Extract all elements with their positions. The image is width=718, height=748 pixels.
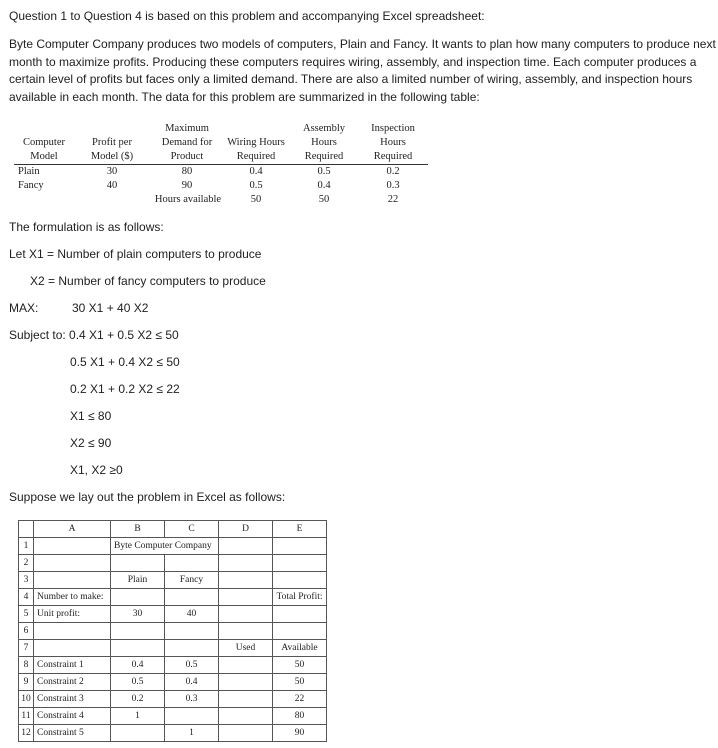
cell-a6 [34,623,111,640]
row-number: 10 [19,691,34,708]
let-x1: Let X1 = Number of plain computers to produce [9,247,262,261]
excel-intro: Suppose we lay out the problem in Excel as follows: [9,490,286,504]
table-row [19,640,327,657]
cell-c12: 1 [165,725,219,742]
paragraph-line: certain level of profits but faces only a limited demand. There are also a limited number of wiring, assembly, and inspection hours [9,72,693,87]
cell-b1: Byte Computer Company [111,538,219,555]
let-x2: X2 = Number of fancy computers to produce [30,274,266,288]
row-plain-inspection: 0.2 [386,166,400,177]
header-wiring-1: Wiring Hours [227,137,285,148]
cell-b4 [111,589,165,606]
cell-c2 [165,555,219,572]
cell-c10: 0.3 [165,691,219,708]
cell-d4 [219,589,273,606]
cell-b10: 0.2 [111,691,165,708]
cell-b11: 1 [111,708,165,725]
header-demand-2: Demand for [161,137,213,148]
table-row [19,572,327,589]
table-row [19,708,327,725]
table-row [19,555,327,572]
row-fancy-wiring: 0.5 [249,180,263,191]
cell-e10: 22 [273,691,327,708]
constraint-4: X1 ≤ 80 [70,409,112,423]
cell-d7: Used [219,640,273,657]
cell-a11: Constraint 4 [34,708,111,725]
row-number: 6 [19,623,34,640]
cell-c9: 0.4 [165,674,219,691]
paragraph-line: available in each month. The data for this problem are summarized in the following table: [9,89,480,104]
column-a-header: A [34,521,111,538]
header-inspection-3: Required [373,151,413,162]
row-number: 7 [19,640,34,657]
cell-b7 [111,640,165,657]
cell-d8 [219,657,273,674]
row-fancy-profit: 40 [106,180,118,191]
question-header: Question 1 to Question 4 is based on this problem and accompanying Excel spreadsheet: [9,9,485,23]
cell-a12: Constraint 5 [34,725,111,742]
cell-c11 [165,708,219,725]
column-e-header: E [273,521,327,538]
cell-e6 [273,623,327,640]
table-row [19,623,327,640]
cell-c6 [165,623,219,640]
paragraph-line: month to maximize profits. Producing these computers requires wiring, assembly, and inspection time. Each computer produces a [9,54,697,69]
row-number: 11 [19,708,34,725]
available-assembly: 50 [318,194,330,205]
header-inspection-1: Inspection [371,123,415,134]
cell-d5 [219,606,273,623]
formulation-intro: The formulation is as follows: [9,220,164,234]
cell-c3: Fancy [165,572,219,589]
row-plain-wiring: 0.4 [249,166,263,177]
cell-c7 [165,640,219,657]
cell-b12 [111,725,165,742]
header-model-1: Computer [23,137,65,148]
row-plain-profit: 30 [106,166,118,177]
header-inspection-2: Hours [380,137,406,148]
available-inspection: 22 [387,194,399,205]
cell-a8: Constraint 1 [34,657,111,674]
cell-c5: 40 [165,606,219,623]
cell-a5: Unit profit: [34,606,111,623]
constraint-3: 0.2 X1 + 0.2 X2 ≤ 22 [70,382,180,396]
cell-a3 [34,572,111,589]
header-assembly-2: Hours [311,137,337,148]
cell-d9 [219,674,273,691]
column-header-row [19,521,327,538]
corner-cell [19,521,34,538]
row-number: 4 [19,589,34,606]
cell-b2 [111,555,165,572]
row-number: 5 [19,606,34,623]
cell-e5 [273,606,327,623]
header-demand-1: Maximum [165,123,209,134]
row-plain-assembly: 0.5 [317,166,331,177]
excel-sheet [18,520,327,742]
header-assembly-1: Assembly [303,123,345,134]
cell-a4: Number to make: [34,589,111,606]
cell-b6 [111,623,165,640]
cell-e9: 50 [273,674,327,691]
cell-e3 [273,572,327,589]
row-fancy-model: Fancy [18,180,44,191]
table-row [19,725,327,742]
row-number: 1 [19,538,34,555]
column-d-header: D [219,521,273,538]
cell-c8: 0.5 [165,657,219,674]
constraint-5: X2 ≤ 90 [70,436,112,450]
header-profit-2: Model ($) [90,151,134,162]
cell-e4: Total Profit: [273,589,327,606]
cell-d10 [219,691,273,708]
cell-e11: 80 [273,708,327,725]
cell-c4 [165,589,219,606]
table-row [19,589,327,606]
row-plain-model: Plain [18,166,40,177]
table-row [19,691,327,708]
header-model-2: Model [30,151,58,162]
column-c-header: C [165,521,219,538]
cell-a1 [34,538,111,555]
row-fancy-demand: 90 [181,180,193,191]
row-fancy-assembly: 0.4 [317,180,331,191]
cell-b9: 0.5 [111,674,165,691]
table-row [19,606,327,623]
max-label: MAX: [9,301,39,315]
header-demand-3: Product [170,151,204,162]
cell-e1 [273,538,327,555]
column-b-header: B [111,521,165,538]
paragraph-line: Byte Computer Company produces two models of computers, Plain and Fancy. It wants to plan how many computers to produce next [9,37,716,51]
constraint-2: 0.5 X1 + 0.4 X2 ≤ 50 [70,355,180,369]
row-number: 8 [19,657,34,674]
cell-d2 [219,555,273,572]
row-fancy-inspection: 0.3 [386,180,400,191]
row-number: 2 [19,555,34,572]
cell-e8: 50 [273,657,327,674]
cell-b8: 0.4 [111,657,165,674]
cell-a10: Constraint 3 [34,691,111,708]
non-negativity: X1, X2 ≥0 [70,463,123,477]
row-number: 3 [19,572,34,589]
header-assembly-3: Required [304,151,344,162]
cell-a2 [34,555,111,572]
constraint-1: Subject to: 0.4 X1 + 0.5 X2 ≤ 50 [9,328,179,342]
table-row [19,674,327,691]
cell-a9: Constraint 2 [34,674,111,691]
cell-a7 [34,640,111,657]
header-profit-1: Profit per [92,137,132,148]
available-wiring: 50 [250,194,262,205]
objective-function: 30 X1 + 40 X2 [72,301,149,315]
row-number: 9 [19,674,34,691]
row-plain-demand: 80 [181,166,193,177]
header-wiring-2: Required [236,151,276,162]
cell-d12 [219,725,273,742]
cell-e12: 90 [273,725,327,742]
row-number: 12 [19,725,34,742]
cell-d3 [219,572,273,589]
cell-d11 [219,708,273,725]
table-row [19,538,327,555]
cell-b5: 30 [111,606,165,623]
table-row [19,657,327,674]
hours-available-label: Hours available [154,194,222,205]
cell-d6 [219,623,273,640]
problem-paragraph [9,36,716,106]
cell-b3: Plain [111,572,165,589]
cell-e2 [273,555,327,572]
cell-e7: Available [273,640,327,657]
cell-d1 [219,538,273,555]
